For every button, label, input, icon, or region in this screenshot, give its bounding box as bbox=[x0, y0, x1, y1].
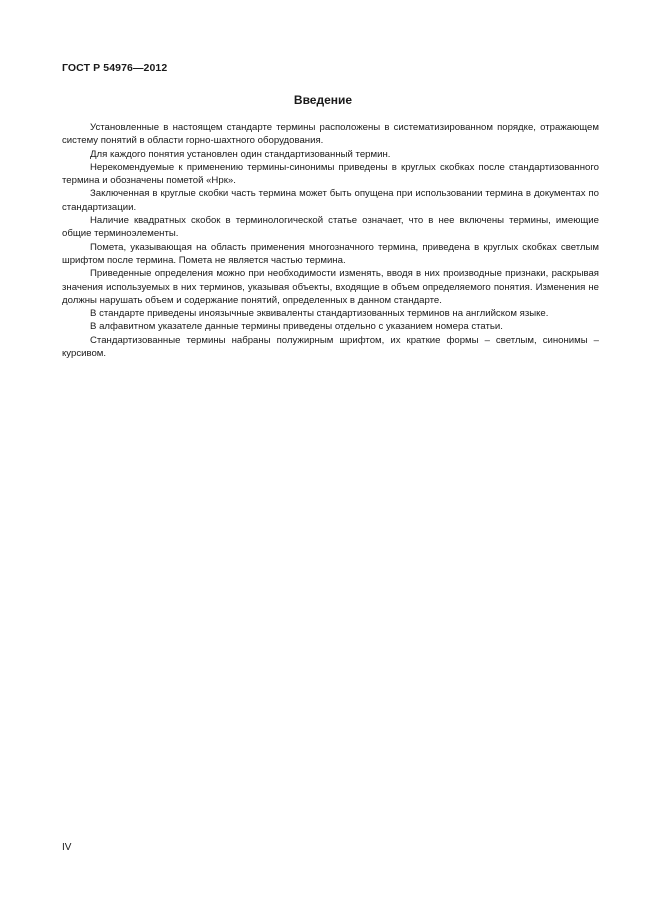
paragraph: Заключенная в круглые скобки часть термина может быть опущена при использовании термина в документах по стандартизации. bbox=[62, 188, 599, 213]
paragraph: Для каждого понятия установлен один стандартизованный термин. bbox=[90, 148, 391, 160]
paragraph: В стандарте приведены иноязычные эквиваленты стандартизованных терминов на английском языке. bbox=[90, 308, 549, 320]
section-title: Введение bbox=[293, 93, 353, 107]
paragraph: Приведенные определения можно при необходимости изменять, вводя в них производные признаки, раскрывая значения используемых в них терминов, указывая объекты, входящие в объем определяемого понятия. Изменения не должны нарушать объем и содержание понятий, определенных в данном стандарте. bbox=[62, 268, 599, 306]
paragraph: В алфавитном указателе данные термины приведены отдельно с указанием номера статьи. bbox=[90, 321, 503, 333]
introduction-body bbox=[62, 121, 599, 360]
paragraph: Нерекомендуемые к применению термины-синонимы приведены в круглых скобках после стандартизованного термина и обозначены пометой «Нрк». bbox=[62, 161, 599, 187]
paragraph: Стандартизованные термины набраны полужирным шрифтом, их краткие формы – светлым, синонимы – курсивом. bbox=[62, 334, 599, 360]
page-number: IV bbox=[62, 842, 72, 853]
standard-code: ГОСТ Р 54976—2012 bbox=[62, 62, 168, 74]
paragraph: Установленные в настоящем стандарте термины расположены в систематизированном порядке, отражающем систему понятий в области горно-шахтного оборудования. bbox=[62, 122, 599, 147]
paragraph: Помета, указывающая на область применения многозначного термина, приведена в круглых скобках светлым шрифтом после термина. Помета не является частью термина. bbox=[62, 241, 599, 266]
paragraph: Наличие квадратных скобок в терминологической статье означает, что в нее включены термины, имеющие общие терминоэлементы. bbox=[62, 215, 599, 240]
